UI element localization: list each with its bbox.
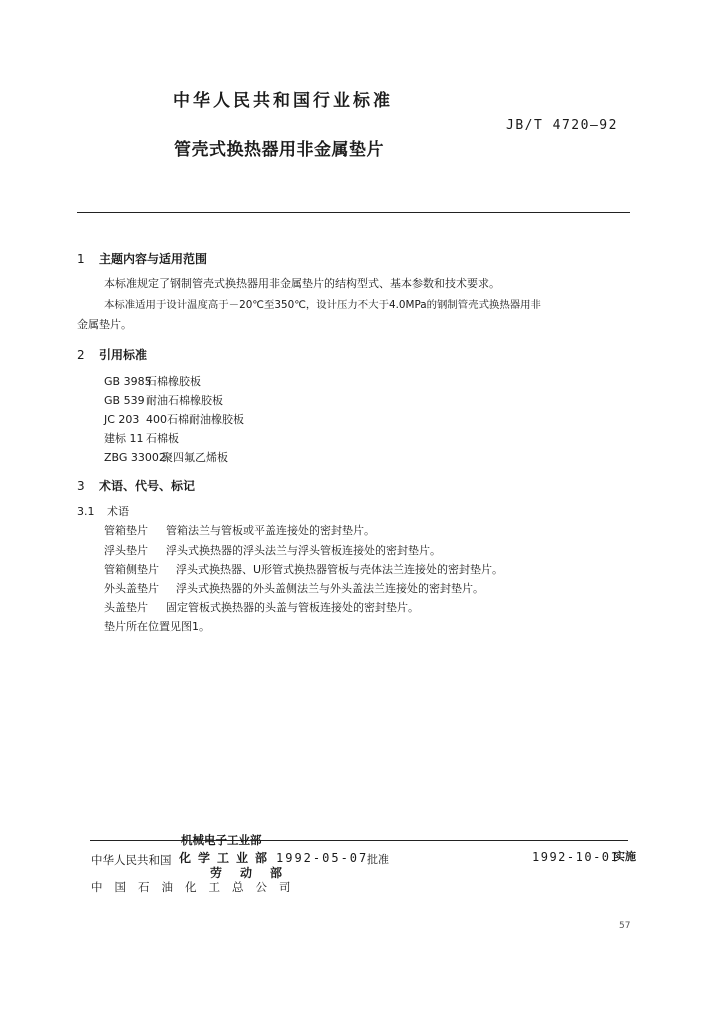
- section-number: 1: [77, 252, 85, 266]
- term-definition: 固定管板式换热器的头盖与管板连接处的密封垫片。: [166, 601, 419, 614]
- reference-item: [104, 392, 223, 408]
- implementation-label: 实施: [614, 850, 636, 863]
- reference-name: 400石棉耐油橡胶板: [146, 413, 244, 426]
- issuer-ministry-1: 机械电子工业部: [181, 833, 262, 847]
- section-title: 引用标准: [99, 348, 148, 362]
- term-entry: [104, 542, 441, 558]
- term-name: 管箱垫片: [104, 524, 148, 537]
- reference-item: [104, 411, 244, 427]
- reference-code: ZBG 33002: [104, 451, 166, 464]
- footer-divider: [90, 840, 628, 841]
- reference-item: [104, 373, 201, 389]
- section-1-paragraph-2-cont: 金属垫片。: [77, 318, 132, 331]
- reference-code: JC 203: [104, 413, 140, 426]
- term-name: 头盖垫片: [104, 601, 148, 614]
- issuer-ministry-4: 中国石油化工总公司: [91, 880, 303, 894]
- section-1-paragraph-2: 本标准适用于设计温度高于－20℃至350℃，设计压力不大于4.0MPa的钢制管壳式换热器用非: [104, 299, 541, 311]
- section-1-paragraph-1: 本标准规定了钢制管壳式换热器用非金属垫片的结构型式、基本参数和技术要求。: [104, 277, 500, 290]
- figure-reference-note: 垫片所在位置见图1。: [104, 620, 210, 633]
- section-number: 3: [77, 479, 85, 493]
- section-2-heading: [77, 346, 147, 363]
- subsection-3-1-heading: [77, 503, 129, 519]
- term-entry: [104, 580, 484, 596]
- term-entry: [104, 599, 419, 615]
- section-title: 主题内容与适用范围: [99, 252, 208, 266]
- issuer-prefix: 中华人民共和国: [91, 853, 172, 867]
- subsection-number: 3.1: [77, 505, 95, 518]
- term-entry: [104, 522, 375, 538]
- section-1-heading: [77, 250, 207, 267]
- term-name: 外头盖垫片: [104, 582, 159, 595]
- standard-type-header: 中华人民共和国行业标准: [173, 91, 393, 111]
- section-3-heading: [77, 477, 195, 494]
- term-name: 浮头垫片: [104, 544, 148, 557]
- reference-name: 聚四氟乙烯板: [162, 451, 228, 464]
- header-divider: [77, 212, 630, 213]
- reference-name: 石棉橡胶板: [146, 375, 201, 388]
- document-title: 管壳式换热器用非金属垫片: [174, 140, 384, 160]
- term-definition: 浮头式换热器的浮头法兰与浮头管板连接处的密封垫片。: [166, 544, 441, 557]
- section-number: 2: [77, 348, 85, 362]
- reference-item: [104, 449, 228, 465]
- issuer-ministry-3: 劳动部: [210, 866, 301, 880]
- approval-date: 1992-05-07: [276, 851, 369, 865]
- page-number: 57: [619, 921, 631, 931]
- term-name: 管箱侧垫片: [104, 563, 159, 576]
- term-definition: 浮头式换热器、U形管式换热器管板与壳体法兰连接处的密封垫片。: [176, 563, 504, 576]
- reference-name: 石棉板: [146, 432, 179, 445]
- subsection-title: 术语: [107, 505, 129, 518]
- reference-code: GB 3985: [104, 375, 152, 388]
- term-definition: 管箱法兰与管板或平盖连接处的密封垫片。: [166, 524, 375, 537]
- issuer-ministry-2: 化学工业部: [179, 851, 275, 865]
- reference-code: 建标 11: [104, 432, 144, 445]
- standard-code: JB/T 4720—92: [506, 118, 618, 133]
- implementation-date: 1992-10-01: [532, 850, 620, 864]
- reference-item: [104, 430, 179, 446]
- section-title: 术语、代号、标记: [99, 479, 196, 493]
- term-definition: 浮头式换热器的外头盖侧法兰与外头盖法兰连接处的密封垫片。: [176, 582, 484, 595]
- reference-code: GB 539: [104, 394, 145, 407]
- term-entry: [104, 561, 503, 577]
- approval-label: 批准: [367, 853, 389, 866]
- reference-name: 耐油石棉橡胶板: [146, 394, 223, 407]
